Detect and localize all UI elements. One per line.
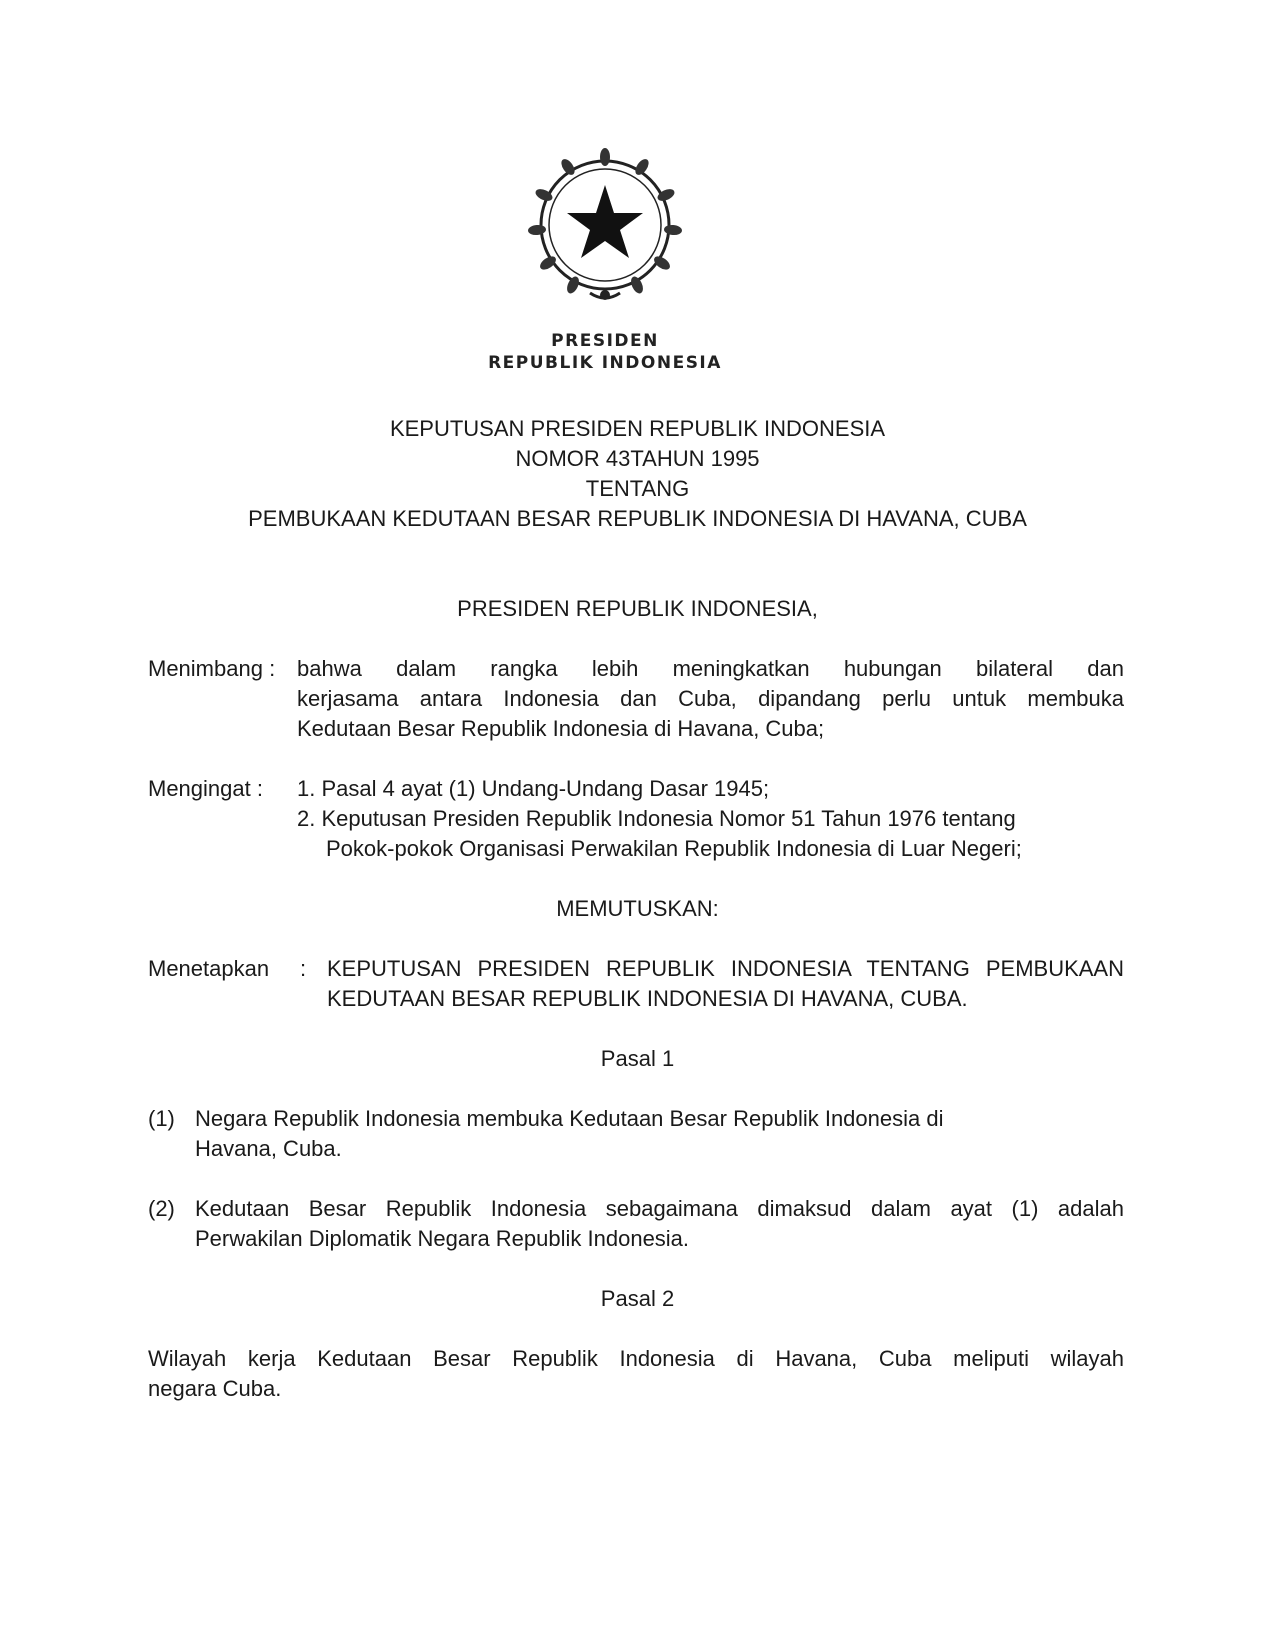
president-line: PRESIDEN REPUBLIK INDONESIA, — [457, 596, 818, 621]
garuda-star-wreath-icon — [490, 145, 720, 315]
heading-title: KEPUTUSAN PRESIDEN REPUBLIK INDONESIA — [389, 416, 886, 441]
heading-subject: PEMBUKAAN KEDUTAAN BESAR REPUBLIK INDONESIA DI HAVANA, CUBA — [248, 506, 1027, 531]
pasal1-ayat1-line2: Havana, Cuba. — [195, 1136, 342, 1161]
menimbang-text-line1: bahwa dalam rangka lebih meningkatkan hubungan bilateral dan — [297, 656, 1124, 681]
menimbang-text-line2: kerjasama antara Indonesia dan Cuba, dipandang perlu untuk membuka — [297, 686, 1124, 711]
menetapkan-label: Menetapkan — [148, 956, 270, 981]
heading-tentang: TENTANG — [585, 476, 690, 501]
mengingat-item2-line1: 2. Keputusan Presiden Republik Indonesia Nomor 51 Tahun 1976 tentang — [297, 806, 1016, 831]
memutuskan-heading: MEMUTUSKAN: — [556, 896, 719, 921]
mengingat-item1: 1. Pasal 4 ayat (1) Undang-Undang Dasar 1945; — [297, 776, 770, 801]
pasal1-ayat2-number: (2) — [148, 1196, 175, 1221]
emblem-line1: PRESIDEN — [551, 331, 659, 351]
menimbang-text-line3: Kedutaan Besar Republik Indonesia di Havana, Cuba; — [297, 716, 825, 741]
pasal2-text-line1: Wilayah kerja Kedutaan Besar Republik Indonesia di Havana, Cuba meliputi wilayah — [148, 1346, 1124, 1371]
pasal1-title: Pasal 1 — [600, 1046, 675, 1071]
pasal1-ayat2-line2: Perwakilan Diplomatik Negara Republik Indonesia. — [195, 1226, 690, 1251]
menetapkan-colon: : — [300, 956, 307, 981]
mengingat-item2-line2: Pokok-pokok Organisasi Perwakilan Republik Indonesia di Luar Negeri; — [326, 836, 1022, 861]
menetapkan-text-line2: KEDUTAAN BESAR REPUBLIK INDONESIA DI HAVANA, CUBA. — [327, 986, 968, 1011]
pasal2-text-line2: negara Cuba. — [148, 1376, 282, 1401]
emblem-line2: REPUBLIK INDONESIA — [488, 353, 722, 373]
pasal1-ayat1-number: (1) — [148, 1106, 175, 1131]
pasal1-ayat1-line1: Negara Republik Indonesia membuka Kedutaan Besar Republik Indonesia di — [195, 1106, 944, 1131]
menetapkan-text-line1: KEPUTUSAN PRESIDEN REPUBLIK INDONESIA TENTANG PEMBUKAAN — [327, 956, 1124, 981]
pasal1-ayat2-line1: Kedutaan Besar Republik Indonesia sebagaimana dimaksud dalam ayat (1) adalah — [195, 1196, 1124, 1221]
pasal2-title: Pasal 2 — [600, 1286, 675, 1311]
menimbang-label: Menimbang : — [148, 656, 276, 681]
mengingat-label: Mengingat : — [148, 776, 263, 801]
heading-number: NOMOR 43TAHUN 1995 — [515, 446, 760, 471]
